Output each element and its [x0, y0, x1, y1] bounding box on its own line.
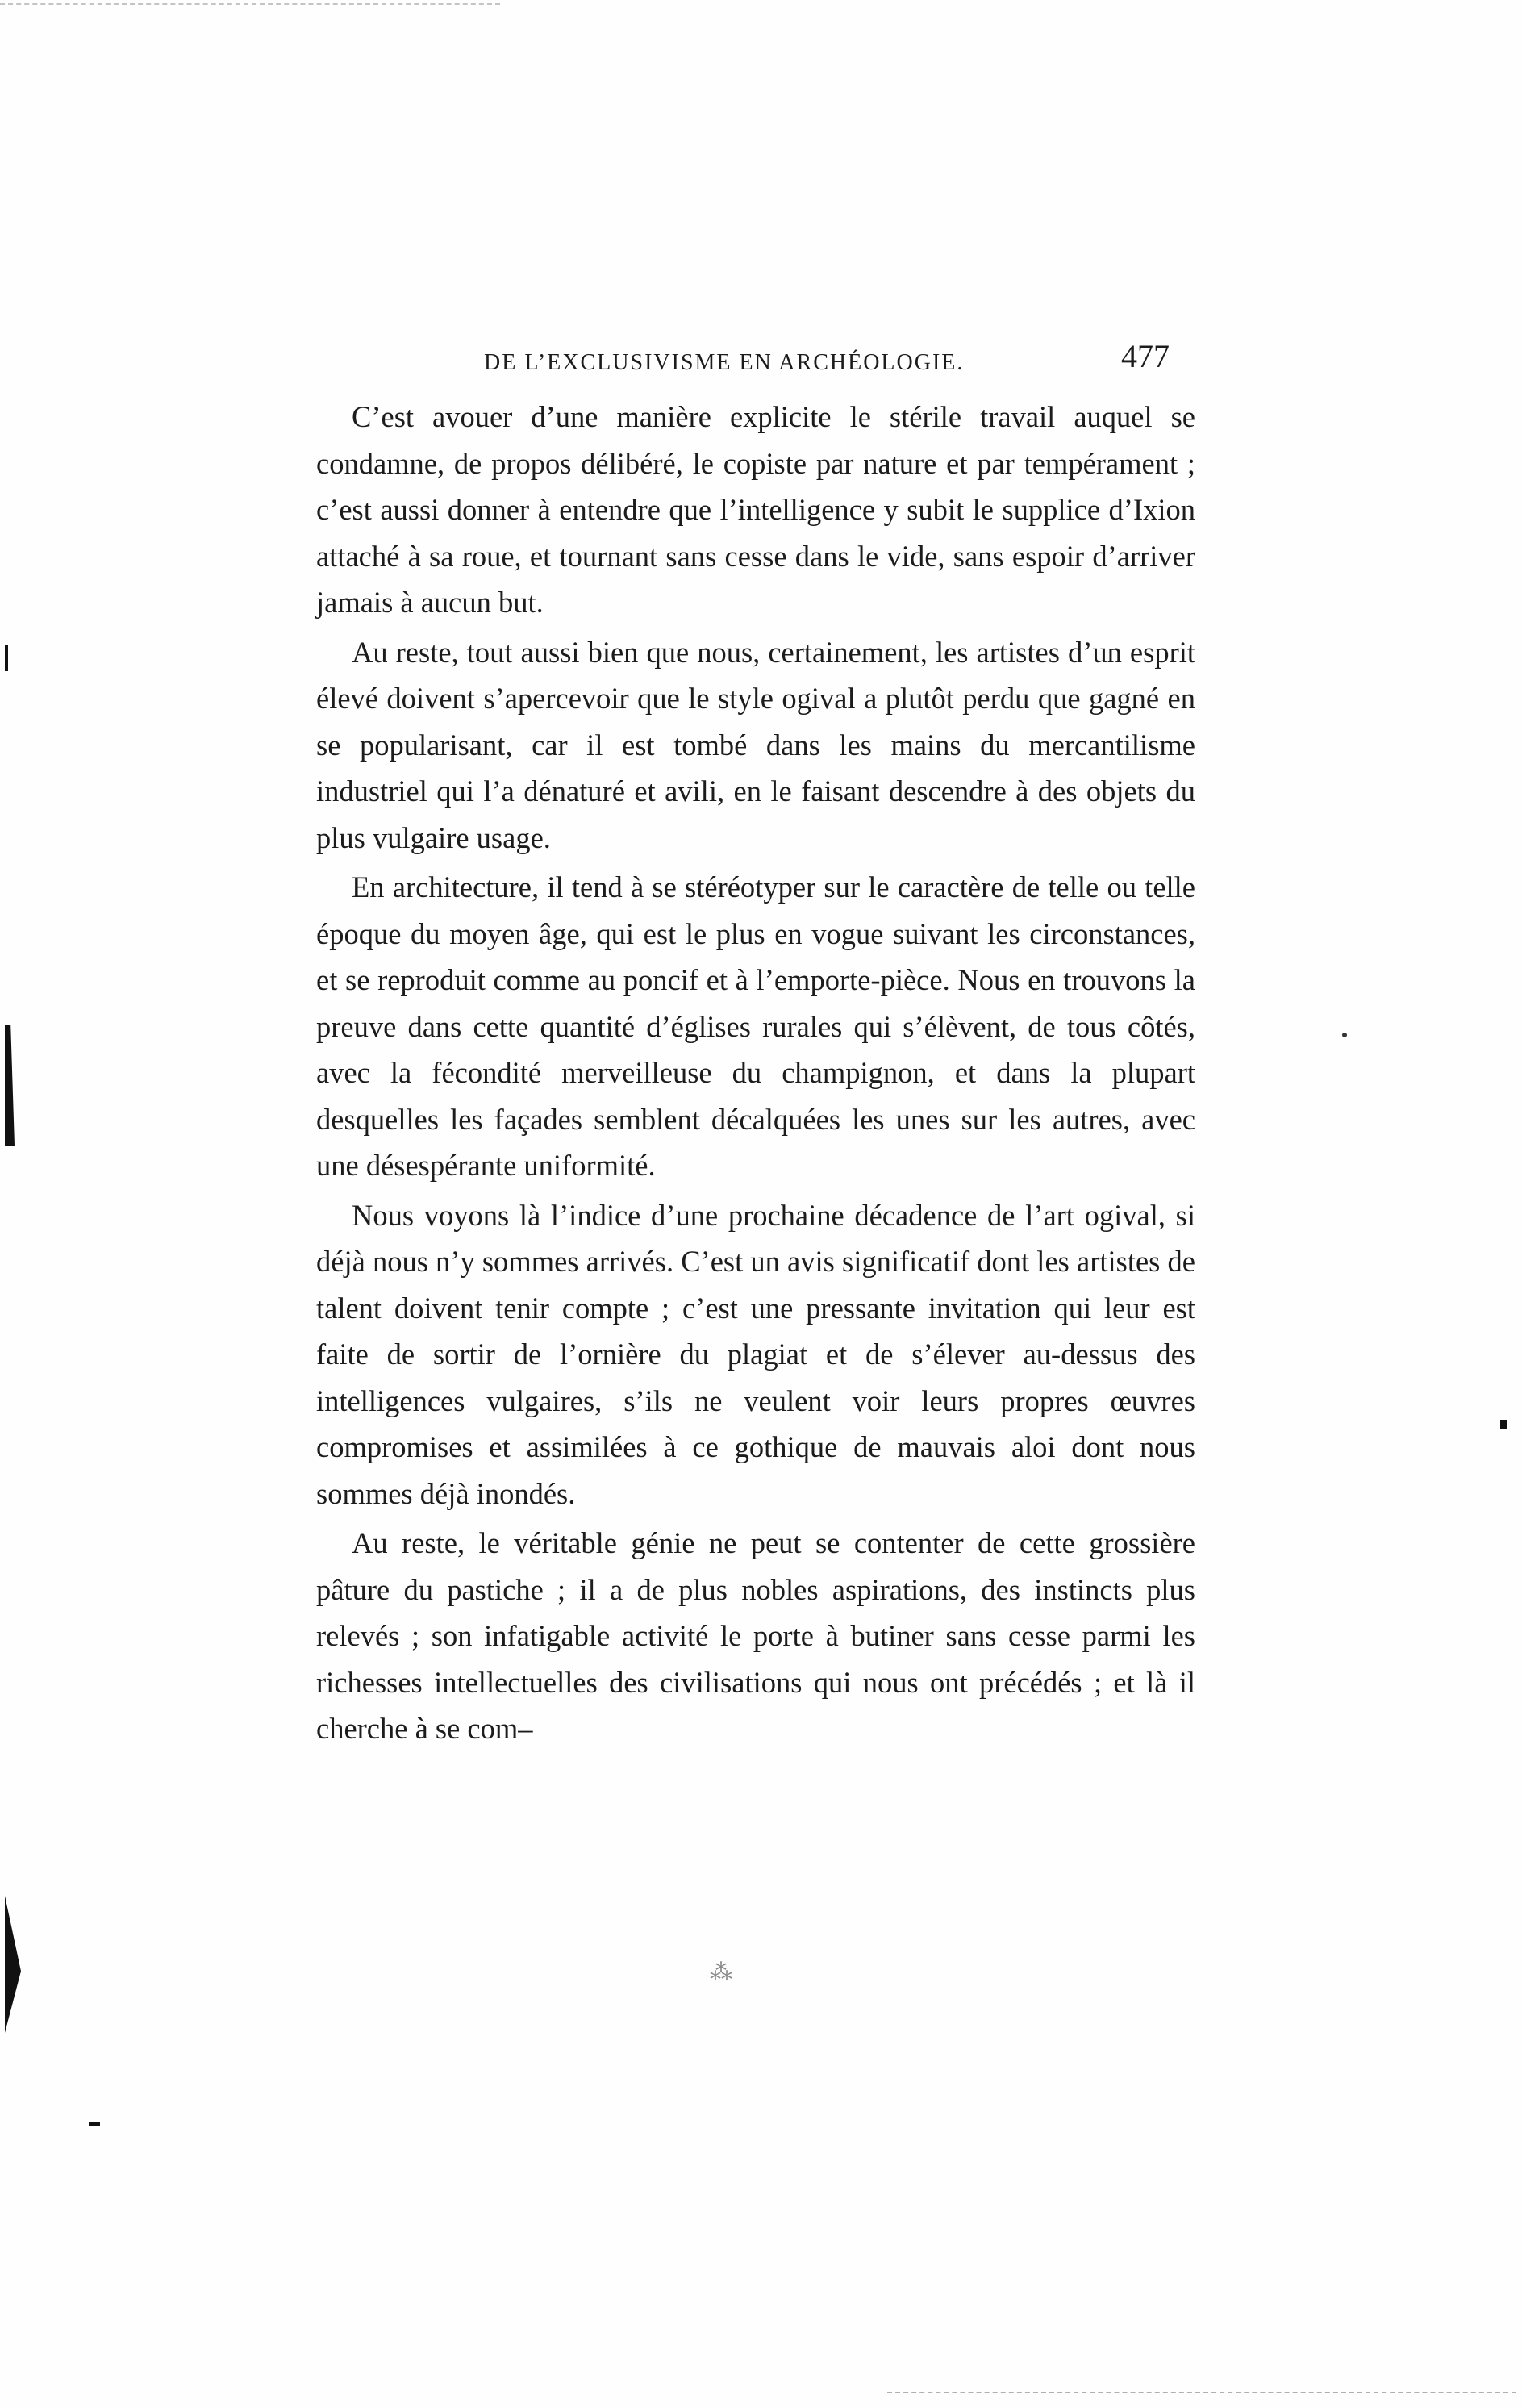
- scan-edge-line: [0, 3, 500, 5]
- scan-artifact: [1342, 1033, 1347, 1037]
- scan-artifact: [5, 645, 8, 671]
- scan-artifact: [5, 1025, 15, 1146]
- running-title: DE L’EXCLUSIVISME EN ARCHÉOLOGIE.: [484, 350, 965, 375]
- paragraph: C’est avouer d’une manière explicite le stérile travail auquel se condamne, de propos délibéré, le copiste par nature et par tempérament ; c’est aussi donner à entendre que l’intelligence y subit le supplice d’Ixion attaché à sa roue, et tournant sans cesse dans le vide, sans espoir d’arriver jamais à aucun but.: [316, 400, 1195, 619]
- scan-artifact: [5, 1896, 21, 2033]
- scan-artifact: [1500, 1420, 1507, 1429]
- printer-ornament: ⁂: [710, 1960, 732, 1985]
- paragraph: Nous voyons là l’indice d’une prochaine décadence de l’art ogival, si déjà nous n’y sommes arrivés. C’est un avis significatif dont les artistes de talent doivent tenir compte ; c’est une pressante invitation qui leur est faite de sortir de l’ornière du plagiat et de s’élever au-dessus des intelligences vulgaires, s’ils ne veulent voir leurs propres œuvres compromises et assimilées à ce gothique de mauvais aloi dont nous sommes déjà inondés.: [316, 1198, 1195, 1510]
- scan-edge-line: [887, 2392, 1516, 2393]
- scan-artifact: [89, 2122, 100, 2126]
- paragraph: Au reste, le véritable génie ne peut se contenter de cette grossière pâture du pastiche ; il a de plus nobles aspirations, des instincts plus relevés ; son infatigable activité le porte à butiner sans cesse parmi les richesses intellectuelles des civilisations qui nous ont précédés ; et là il cherche à se com–: [316, 1526, 1195, 1745]
- page-number: 477: [1121, 338, 1170, 374]
- page-header: [484, 337, 1178, 386]
- paragraph: Au reste, tout aussi bien que nous, certainement, les artistes d’un esprit élevé doivent s’apercevoir que le style ogival a plutôt perdu que gagné en se popularisant, car il est tombé dans les mains du mercantilisme industriel qui l’a dénaturé et avili, en le faisant descendre à des objets du plus vulgaire usage.: [316, 635, 1195, 854]
- paragraph: En architecture, il tend à se stéréotyper sur le caractère de telle ou telle époque du moyen âge, qui est le plus en vogue suivant les circonstances, et se reproduit comme au poncif et à l’emporte-pièce. Nous en trouvons la preuve dans cette quantité d’églises rurales qui s’élèvent, de tous côtés, avec la fécondité merveilleuse du champignon, et dans la plupart desquelles les façades semblent décalquées les unes sur les autres, avec une désespérante uniformité.: [316, 870, 1195, 1182]
- body-text: [316, 394, 1195, 1755]
